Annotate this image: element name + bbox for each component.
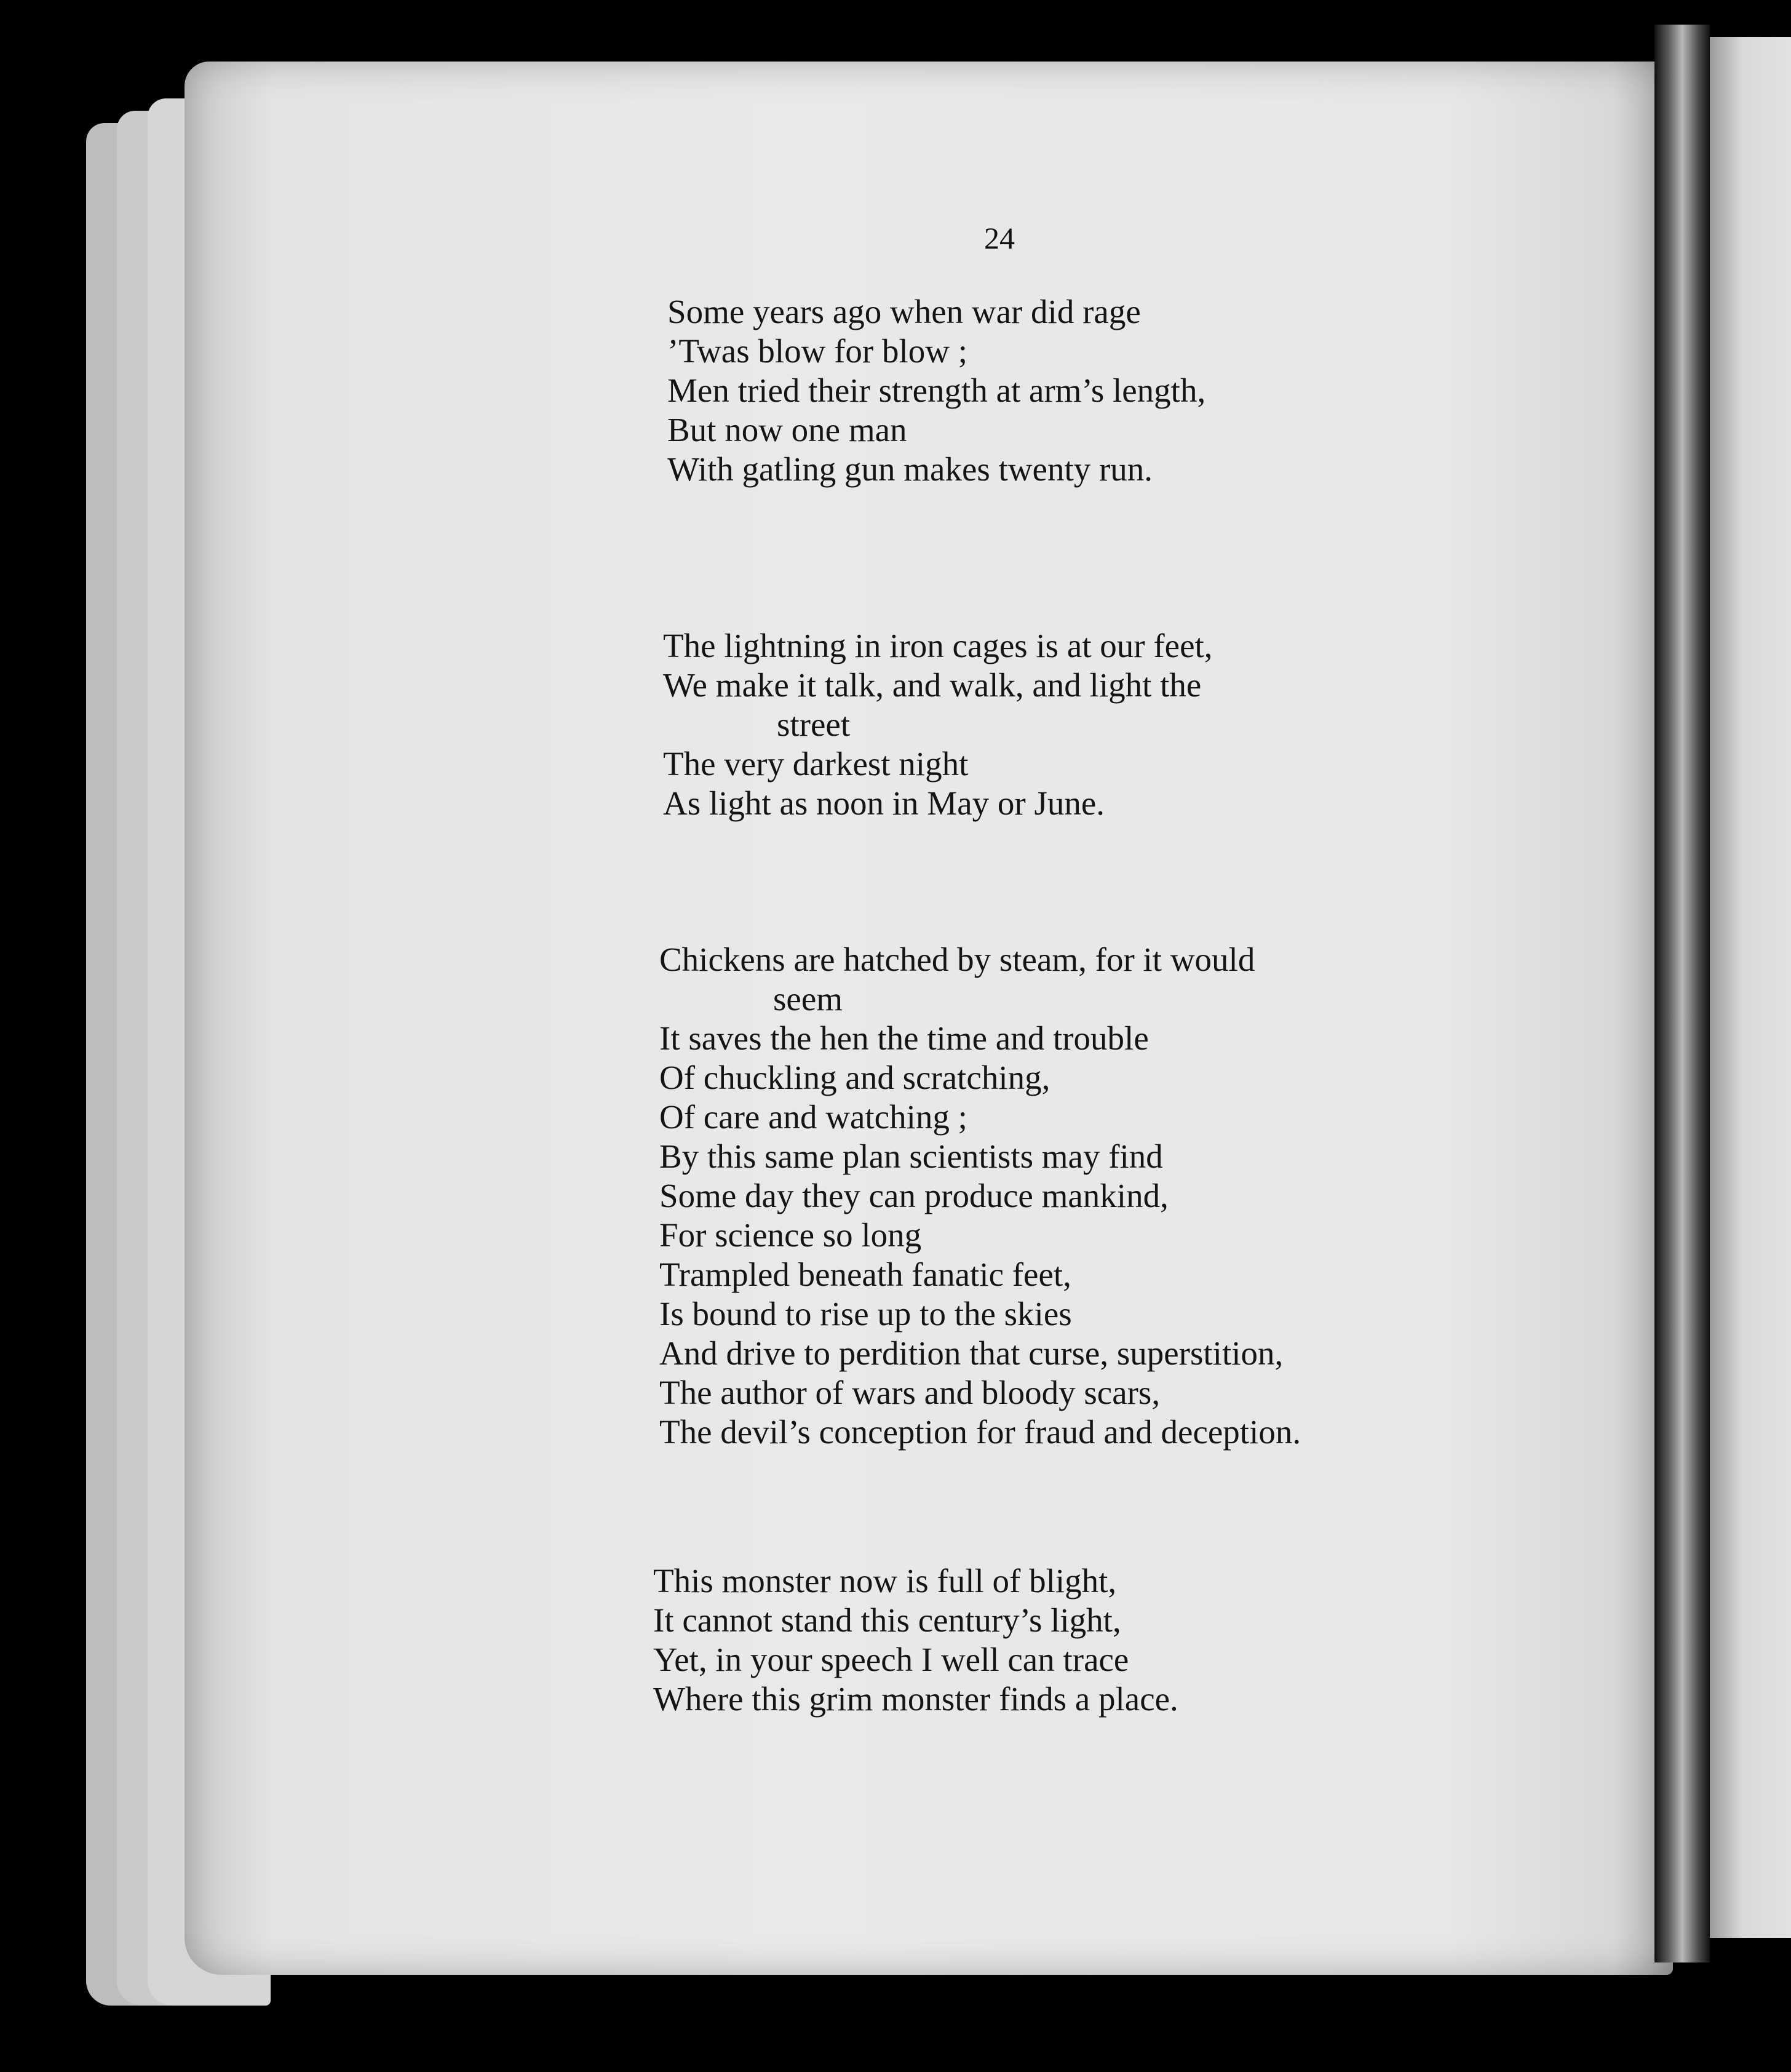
stanza-line: For science so long [659, 1216, 922, 1254]
stanza-line: Chickens are hatched by steam, for it would [659, 941, 1255, 978]
stanza-line-continuation: street [777, 706, 851, 743]
stanza-line: It cannot stand this century’s light, [653, 1601, 1121, 1639]
stanza-line: Men tried their strength at arm’s length, [667, 372, 1206, 409]
page-number: 24 [984, 221, 1015, 255]
stanza-line: The author of wars and bloody scars, [659, 1374, 1161, 1411]
stanza-line: Trampled beneath fanatic feet, [659, 1256, 1071, 1293]
stanza-line: This monster now is full of blight, [653, 1562, 1117, 1600]
stanza-line: Some years ago when war did rage [667, 293, 1141, 330]
stanza-line: Yet, in your speech I well can trace [653, 1641, 1129, 1678]
stanza-line: As light as noon in May or June. [663, 784, 1105, 822]
stanza-line: But now one man [667, 411, 907, 448]
stanza-line: With gatling gun makes twenty run. [667, 450, 1153, 488]
stanza-line: We make it talk, and walk, and light the [663, 666, 1202, 704]
book-binding [1654, 25, 1710, 1962]
stanza-2 [663, 626, 1213, 823]
stanza-line: Is bound to rise up to the skies [659, 1295, 1072, 1333]
facing-page-edge [1710, 37, 1791, 1938]
stanza-line: Of chuckling and scratching, [659, 1059, 1050, 1096]
stanza-3 [659, 940, 1301, 1452]
stanza-4 [653, 1561, 1178, 1719]
stanza-line: Some day they can produce mankind, [659, 1177, 1169, 1214]
stanza-line: By this same plan scientists may find [659, 1138, 1163, 1175]
stanza-line: Of care and watching ; [659, 1098, 967, 1136]
stanza-line: It saves the hen the time and trouble [659, 1019, 1149, 1057]
stanza-line: The devil’s conception for fraud and deception. [659, 1413, 1301, 1451]
stanza-line-continuation: seem [773, 980, 843, 1018]
stanza-line: Where this grim monster finds a place. [653, 1680, 1178, 1718]
stanza-1 [667, 292, 1205, 489]
stanza-line: And drive to perdition that curse, superstition, [659, 1334, 1284, 1372]
stanza-line: The lightning in iron cages is at our feet, [663, 627, 1213, 664]
stanza-line: The very darkest night [663, 745, 969, 783]
stanza-line: ’Twas blow for blow ; [667, 332, 968, 370]
